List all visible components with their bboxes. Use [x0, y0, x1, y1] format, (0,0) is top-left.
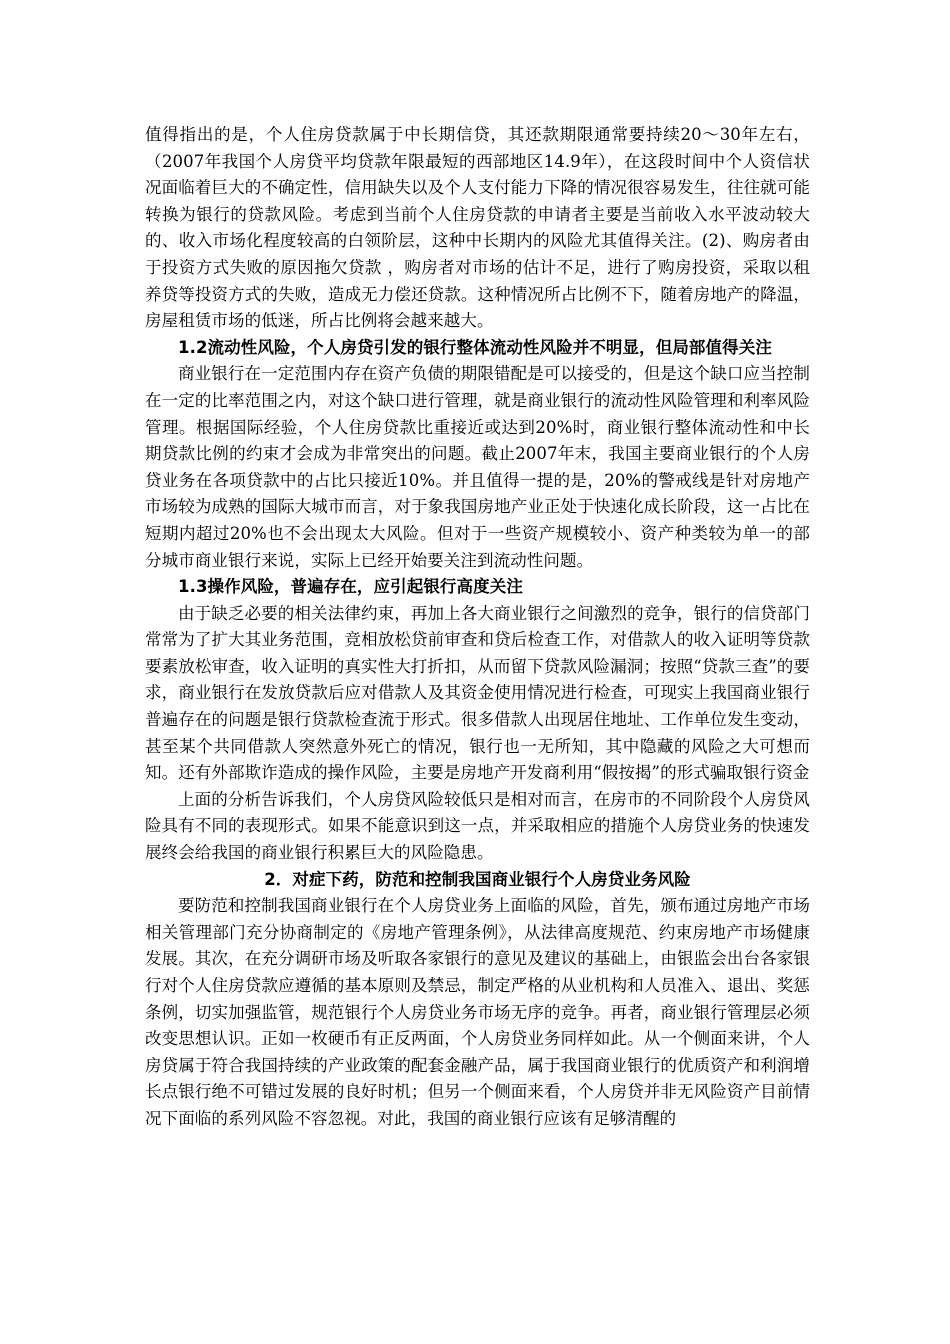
section-heading-2: 2．对症下药，防范和控制我国商业银行个人房贷业务风险 [264, 869, 691, 889]
section-heading-1-3: 1.3操作风险，普遍存在，应引起银行高度关注 [178, 577, 523, 597]
body-paragraph-3: 由于缺乏必要的相关法律约束，再加上各大商业银行之间激烈的竞争，银行的信贷部门常常为了扩大其业务范围，竞相放松贷前审查和贷后检查工作，对借款人的收入证明等贷款要素放松审查，收入证明的真实性大打折扣，从而留下贷款风险漏洞；按照“贷款三查”的要求，商业银行在发放贷款后应对借款人及其资金使用情况进行检查，可现实上我国商业银行普遍存在的问题是银行贷款检查流于形式。很多借款人出现居住地址、工作单位发生变动，甚至某个共同借款人突然意外死亡的情况，银行也一无所知，其中隐藏的风险之大可想而知。还有外部欺诈造成的操作风险，主要是房地产开发商利用“假按揭”的形式骗取银行资金 [145, 603, 810, 783]
document-page [145, 122, 810, 1133]
body-paragraph-1: 值得指出的是，个人住房贷款属于中长期信贷，其还款期限通常要持续20～30年左右，（2007年我国个人房贷平均贷款年限最短的西部地区14.9年），在这段时间中个人资信状况面临着巨大的不确定性，信用缺失以及个人支付能力下降的情况很容易发生，往往就可能转换为银行的贷款风险。考虑到当前个人住房贷款的申请者主要是当前收入水平波动较大的、收入市场化程度较高的白领阶层，这种中长期内的风险尤其值得关注。(2)、购房者由于投资方式失败的原因拖欠贷款 ，购房者对市场的估计不足，进行了购房投资，采取以租养贷等投资方式的失败，造成无力偿还贷款。这种情况所占比例不下，随着房地产的降温，房屋租赁市场的低迷，所占比例将会越来越大。 [145, 125, 810, 331]
section-heading-1-2: 1.2流动性风险，个人房贷引发的银行整体流动性风险并不明显，但局部值得关注 [178, 337, 772, 357]
body-paragraph-4: 上面的分析告诉我们，个人房贷风险较低只是相对而言，在房市的不同阶段个人房贷风险具有不同的表现形式。如果不能意识到这一点，并采取相应的措施个人房贷业务的快速发展终会给我国的商业银行积累巨大的风险隐患。 [145, 789, 810, 863]
body-paragraph-5: 要防范和控制我国商业银行在个人房贷业务上面临的风险，首先，颁布通过房地产市场相关管理部门充分协商制定的《房地产管理条例》，从法律高度规范、约束房地产市场健康发展。其次，在充分调研市场及听取各家银行的意见及建议的基础上，由银监会出台各家银行对个人住房贷款应遵循的基本原则及禁忌，制定严格的从业机构和人员准入、退出、奖惩条例，切实加强监管，规范银行个人房贷业务市场无序的竞争。再者，商业银行管理层必须改变思想认识。正如一枚硬币有正反两面，个人房贷业务同样如此。从一个侧面来讲，个人房贷属于符合我国持续的产业政策的配套金融产品，属于我国商业银行的优质资产和利润增长点银行绝不可错过发展的良好时机；但另一个侧面来看，个人房贷并非无风险资产目前情况下面临的系列风险不容忽视。对此，我国的商业银行应该有足够清醒的 [145, 896, 810, 1128]
body-paragraph-2: 商业银行在一定范围内存在资产负债的期限错配是可以接受的，但是这个缺口应当控制在一定的比率范围之内，对这个缺口进行管理，就是商业银行的流动性风险管理和利率风险管理。根据国际经验，个人住房贷款比重接近或达到20%时，商业银行整体流动性和中长期贷款比例的约束才会成为非常突出的问题。截止2007年末，我国主要商业银行的个人房贷业务在各项贷款中的占比只接近10%。并且值得一提的是，20%的警戒线是针对房地产市场较为成熟的国际大城市而言，对于象我国房地产业正处于快速化成长阶段，这一占比在短期内超过20%也不会出现太大风险。但对于一些资产规模较小、资产种类较为单一的部分城市商业银行来说，实际上已经开始要关注到流动性问题。 [145, 364, 810, 570]
